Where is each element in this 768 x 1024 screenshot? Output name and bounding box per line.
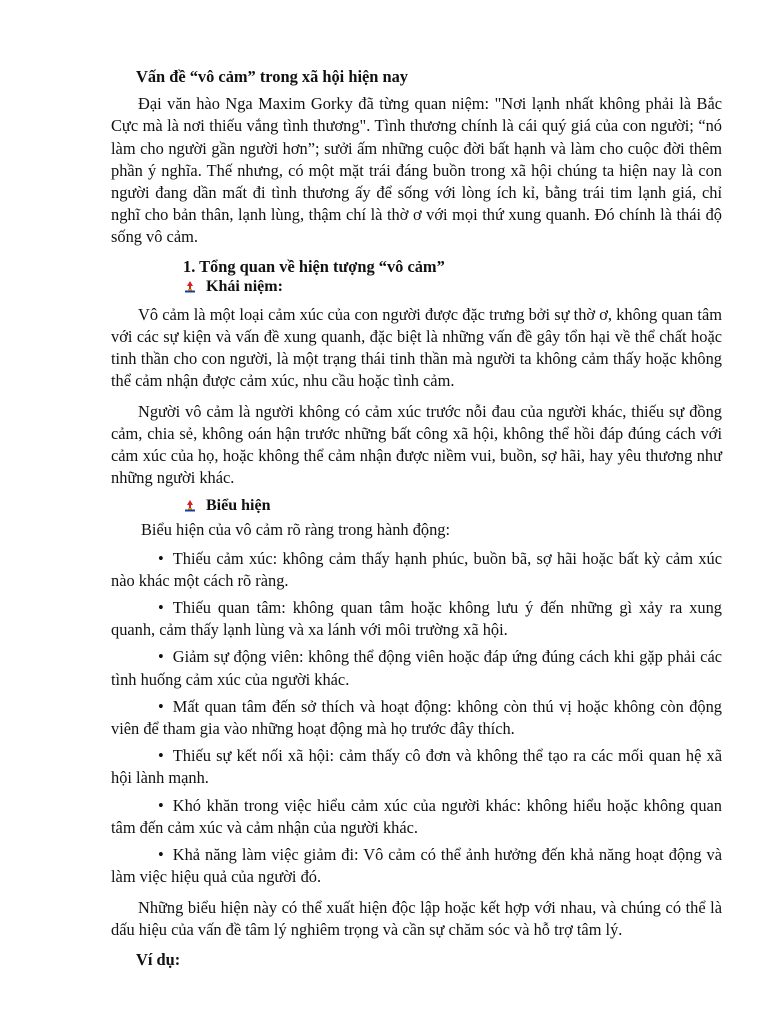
expression-bullet xyxy=(111,844,722,888)
bullet-marker: • xyxy=(158,548,164,568)
bullet-text: Thiếu sự kết nối xã hội: cảm thấy cô đơn và không thể tạo ra các mối quan hệ xã hội lành mạnh. xyxy=(111,746,722,788)
expression-bullet xyxy=(111,795,722,839)
bullet-text: Khó khăn trong việc hiểu cảm xúc của người khác: không hiểu hoặc không quan tâm đến cảm xúc và cảm nhận của người khác. xyxy=(111,795,722,837)
expression-list xyxy=(111,548,722,889)
bullet-marker: • xyxy=(158,795,164,815)
section-heading: 1. Tổng quan về hiện tượng “vô cảm” xyxy=(183,256,445,276)
bullet-text: Khả năng làm việc giảm đi: Vô cảm có thể ảnh hưởng đến khả năng hoạt động và làm việc hiệu quả của người đó. xyxy=(111,845,722,887)
document-title: Vấn đề “vô cảm” trong xã hội hiện nay xyxy=(136,67,408,86)
intro-paragraph: Đại văn hào Nga Maxim Gorky đã từng quan niệm: "Nơi lạnh nhất không phải là Bắc Cực mà là nơi thiếu vắng tình thương". Tình thương chính là cái quý giá của con người; “nó làm cho người gần người hơn”; sưởi ấm những cuộc đời bất hạnh và làm cho cuộc đời thêm phần ý nghĩa. Thế nhưng, có một mặt trái đáng buồn trong xã hội chúng ta hiện nay là con người đang dần mất đi tình thương ấy để sống với lòng ích kỉ, bằng trái tim lạnh giá, chỉ nghĩ cho bản thân, lạnh lùng, thậm chí là thờ ơ với mọi thứ xung quanh. Đó chính là thái độ sống vô cảm. xyxy=(111,94,722,247)
bullet-text: Giảm sự động viên: không thể động viên hoặc đáp ứng đúng cách khi gặp phải các tình huống cảm xúc của người khác. xyxy=(111,647,722,689)
expression-bullet xyxy=(111,745,722,789)
arrow-bullet-icon xyxy=(183,280,200,294)
expression-lead: Biểu hiện của vô cảm rõ ràng trong hành động: xyxy=(141,520,451,540)
bullet-text: Thiếu quan tâm: không quan tâm hoặc không lưu ý đến những gì xảy ra xung quanh, cảm thấy lạnh lùng và xa lánh với môi trường xã hội. xyxy=(111,598,722,640)
subheading-concept xyxy=(183,278,722,296)
arrow-bullet-icon xyxy=(183,499,200,513)
concept-label: Khái niệm: xyxy=(206,277,283,295)
closing-paragraph: Những biểu hiện này có thể xuất hiện độc lập hoặc kết hợp với nhau, và chúng có thể là dấu hiệu của vấn đề tâm lý nghiêm trọng và cần sự chăm sóc và hỗ trợ tâm lý. xyxy=(111,897,722,939)
expression-bullet xyxy=(111,696,722,740)
bullet-marker: • xyxy=(158,647,164,667)
bullet-text: Mất quan tâm đến sở thích và hoạt động: không còn thú vị hoặc không còn động viên để tham gia vào những hoạt động mà họ trước đây thích. xyxy=(111,696,722,739)
bullet-text: Thiếu cảm xúc: không cảm thấy hạnh phúc, buồn bã, sợ hãi hoặc bất kỳ cảm xúc nào khác một cách rõ ràng. xyxy=(111,548,722,590)
expression-label: Biểu hiện xyxy=(206,497,271,515)
example-label: Ví dụ: xyxy=(136,949,181,969)
expression-bullet xyxy=(111,646,722,690)
expression-bullet xyxy=(111,548,722,592)
bullet-marker: • xyxy=(158,845,164,865)
bullet-marker: • xyxy=(158,746,164,766)
bullet-marker: • xyxy=(158,598,164,618)
bullet-marker: • xyxy=(158,696,164,716)
expression-bullet xyxy=(111,597,722,641)
subheading-expression xyxy=(183,497,722,515)
concept-paragraph-1: Vô cảm là một loại cảm xúc của con người được đặc trưng bởi sự thờ ơ, không quan tâm với các sự kiện và vấn đề xung quanh, đặc biệt là những vấn đề gây tổn hại về thể chất hoặc tinh thần cho con người, là một trạng thái tinh thần mà người ta không cảm thấy hoặc không thể cảm nhận được cảm xúc, nhu cầu hoặc tình cảm. xyxy=(111,304,722,391)
concept-paragraph-2: Người vô cảm là người không có cảm xúc trước nỗi đau của người khác, thiếu sự đồng cảm, chia sẻ, không oán hận trước những bất công xã hội, không thể hồi đáp đúng cách với cảm xúc của họ, hoặc không thể cảm nhận được niềm vui, buồn, sợ hãi, hay yêu thương như những người khác. xyxy=(111,401,722,488)
